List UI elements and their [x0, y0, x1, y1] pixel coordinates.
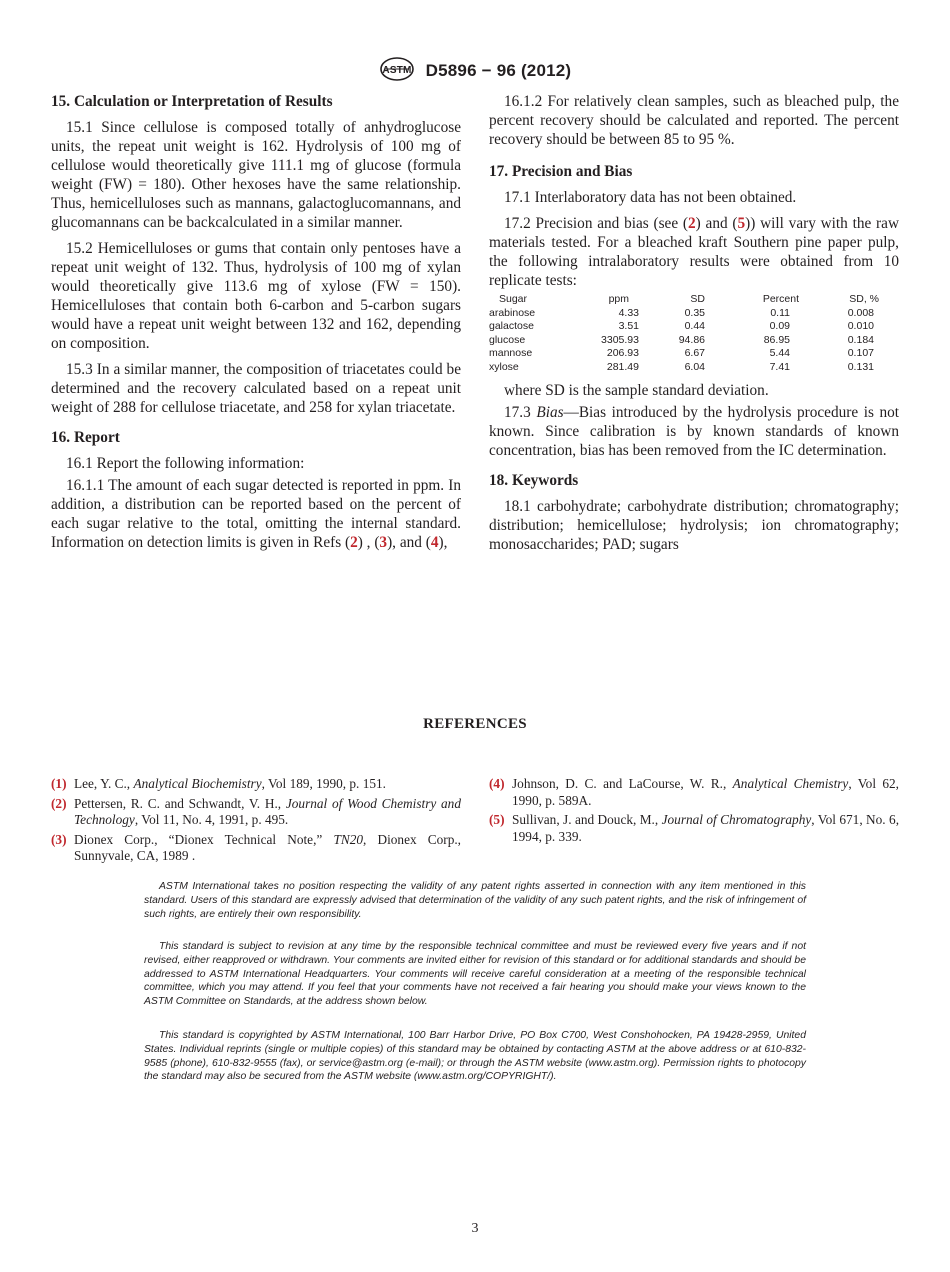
cell-sd: 6.04: [684, 360, 705, 373]
intralab-results-table: [489, 293, 889, 375]
para-16-1-1-text: 16.1.1 The amount of each sugar detected is reported in ppm. In addition, a distribution can be reported based on the percent of each sugar relative to the total, omitting the internal standard. Information on detection limits is given in Refs (: [51, 477, 461, 551]
reference-number: (5): [489, 812, 505, 827]
col-header-sugar: Sugar: [499, 293, 528, 305]
right-column: [489, 92, 899, 561]
reference-details: , Vol 62, 1990, p. 589A.: [512, 776, 899, 808]
cell-ppm: 206.93: [606, 347, 639, 360]
standard-designation: D5896 − 96 (2012): [425, 60, 572, 80]
reference-details: , Vol 671, No. 6, 1994, p. 339.: [512, 812, 900, 844]
cell-sd-percent: 0.107: [847, 347, 874, 360]
patent-notice: ASTM International takes no position respecting the validity of any patent rights asserted in connection with any item mentioned in this standard. Users of this standard are expressly advised that determination of the validity of any such patent rights, and the risk of infringement of such rights, are entirely their own responsibility.: [144, 881, 806, 920]
para-16-1-1: [51, 476, 461, 552]
reference-details: , Vol 11, No. 4, 1991, p. 495.: [134, 812, 289, 827]
para-16-1-2: 16.1.2 For relatively clean samples, such as bleached pulp, the percent recovery should be calculated and reported. The percent recovery should be between 85 to 95 %.: [489, 93, 899, 148]
para-18-1: 18.1 carbohydrate; carbohydrate distribution; chromatography; distribution; hemicellulose; hydrolysis; ion chromatography; monosaccharides; PAD; sugars: [489, 497, 899, 553]
reference-authors: Lee, Y. C.,: [74, 776, 134, 791]
para-17-3-num: 17.3: [504, 403, 537, 421]
page-header: [0, 56, 950, 87]
reference-number: (3): [51, 831, 67, 847]
para-15-3: 15.3 In a similar manner, the composition of triacetates could be determined and the recovery calculated based on a repeat unit weight of 288 for cellulose triacetate, and 258 for xylan triacetate.: [51, 361, 461, 416]
section-15-heading: 15. Calculation or Interpretation of Results: [51, 93, 333, 110]
table-row: [489, 334, 889, 348]
ref-end: ),: [438, 534, 448, 551]
cell-sd: 6.67: [684, 347, 705, 360]
reference-journal: Journal of Chromatography: [661, 812, 812, 827]
section-16-heading: 16. Report: [51, 429, 120, 446]
reference-item: [51, 776, 461, 793]
references-left: [51, 776, 461, 868]
para-17-2: [489, 214, 899, 290]
left-column: [51, 92, 461, 559]
astm-logo-text: ASTM: [382, 65, 412, 76]
para-17-3: [489, 403, 899, 460]
para-17-2-b: ) and (: [695, 215, 738, 232]
reference-details: , Vol 189, 1990, p. 151.: [261, 776, 386, 791]
col-header-sd: SD: [690, 293, 705, 305]
reference-journal: Analytical Biochemistry: [133, 776, 262, 791]
para-15-1: 15.1 Since cellulose is composed totally of anhydroglucose units, the repeat unit weight is 162. Hydrolysis of 100 mg of cellulose would theoretically give 111.1 mg of glucose (formula weight (FW) = 180). Other hexoses have the same relationship. Thus, hemicelluloses such as mannans, galactoglucomannans, and glucomannans can be backcalculated in a similar manner.: [51, 119, 461, 231]
reference-authors: Pettersen, R. C. and Schwandt, V. H.,: [74, 795, 286, 811]
reference-journal: TN20: [333, 831, 364, 847]
references-title: REFERENCES: [423, 716, 527, 732]
cell-sd: 0.44: [684, 320, 705, 333]
para-17-2-a: 17.2 Precision and bias (see (: [504, 215, 689, 232]
cell-percent: 7.41: [769, 360, 790, 373]
cell-ppm: 281.49: [606, 360, 639, 373]
reference-authors: Sullivan, J. and Douck, M.,: [512, 812, 662, 827]
reference-item: [489, 776, 899, 809]
cell-ppm: 4.33: [618, 306, 639, 319]
cell-sd-percent: 0.184: [847, 333, 874, 346]
reference-number: (1): [51, 776, 67, 791]
ref-link-2b[interactable]: 2: [688, 215, 696, 232]
para-17-1: 17.1 Interlaboratory data has not been obtained.: [504, 189, 797, 206]
cell-sd-percent: 0.008: [847, 306, 874, 319]
ref-link-4[interactable]: 4: [430, 534, 439, 551]
copyright-notice: This standard is copyrighted by ASTM International, 100 Barr Harbor Drive, PO Box C700, West Conshohocken, PA 19428-2959, United States. Individual reprints (single or multiple copies) of this standard may be obtained by contacting ASTM at the above address or at 610-832-9585 (phone), 610-832-9555 (fax), or service@astm.org (e-mail); or through the ASTM website (www.astm.org). Permission rights to photocopy the standard may also be secured from the ASTM website (www.astm.org/COPYRIGHT/).: [144, 1030, 806, 1083]
table-row: [489, 361, 889, 375]
cell-sd-percent: 0.010: [847, 320, 874, 333]
col-header-sd-percent: SD, %: [849, 293, 879, 305]
col-header-ppm: ppm: [608, 293, 629, 305]
para-16-1: 16.1 Report the following information:: [66, 455, 305, 472]
sd-note: where SD is the sample standard deviation.: [504, 381, 769, 399]
col-header-percent: Percent: [762, 293, 799, 305]
reference-authors: Dionex Corp., “Dionex Technical Note,”: [74, 831, 334, 847]
cell-sugar: mannose: [489, 347, 533, 360]
table-row: [489, 347, 889, 361]
cell-sugar: glucose: [489, 333, 526, 346]
reference-item: [51, 832, 461, 865]
para-15-2: 15.2 Hemicelluloses or gums that contain only pentoses have a repeat unit weight of 132. Thus, hydrolysis of 100 mg of xylan would theoretically give 113.6 mg of xylose (FW = 150). Hemicelluloses that contain both 6-carbon and 5-carbon sugars would have a repeat unit weight between 132 and 162, depending on composition.: [51, 240, 461, 352]
cell-ppm: 3.51: [618, 320, 639, 333]
references-right: [489, 776, 899, 848]
cell-sd: 94.86: [678, 333, 705, 346]
cell-sd-percent: 0.131: [847, 360, 874, 373]
cell-percent: 5.44: [769, 347, 790, 360]
section-18-heading: 18. Keywords: [489, 471, 579, 489]
ref-link-5[interactable]: 5: [737, 215, 746, 232]
revision-notice: This standard is subject to revision at any time by the responsible technical committee and must be reviewed every five years and if not revised, either reapproved or withdrawn. Your comments are invited either for revision of this standard or for additional standards and should be addressed to ASTM International Headquarters. Your comments will receive careful consideration at a meeting of the responsible technical committee, which you may attend. If you feel that your comments have not received a fair hearing you should make your views known to the ASTM Committee on Standards, at the address shown below.: [144, 941, 806, 1008]
cell-sd: 0.35: [684, 306, 705, 319]
table-row: [489, 307, 889, 321]
ref-sep-1: ) , (: [357, 534, 380, 551]
reference-journal: Journal of Wood Chemistry and Technology: [74, 795, 461, 827]
ref-link-2[interactable]: 2: [350, 534, 358, 551]
cell-ppm: 3305.93: [601, 333, 639, 346]
reference-details: , Dionex Corp., Sunnyvale, CA, 1989 .: [74, 831, 462, 863]
page-number: 3: [471, 1221, 479, 1236]
table-header-row: [489, 293, 889, 307]
ref-link-3[interactable]: 3: [379, 534, 388, 551]
astm-logo-icon: [379, 56, 415, 87]
cell-sugar: arabinose: [489, 306, 536, 319]
reference-item: [489, 812, 899, 845]
cell-percent: 86.95: [763, 333, 790, 346]
reference-number: (4): [489, 776, 505, 791]
section-17-heading: 17. Precision and Bias: [489, 163, 633, 180]
para-17-3-rest: —Bias introduced by the hydrolysis procedure is not known. Since calibration is by known standards of known concentration, bias has been removed from the IC determination.: [489, 403, 900, 459]
bias-term: Bias: [536, 403, 564, 421]
cell-percent: 0.09: [769, 320, 790, 333]
para-17-2-c: )) will vary with the raw materials tested. For a bleached kraft Southern pine paper pulp, the following intralaboratory results were obtained from 10 replicate tests:: [489, 215, 899, 289]
cell-sugar: xylose: [489, 360, 519, 373]
table-row: [489, 320, 889, 334]
reference-number: (2): [51, 795, 67, 811]
reference-item: [51, 796, 461, 829]
cell-sugar: galactose: [489, 320, 534, 333]
cell-percent: 0.11: [770, 306, 790, 319]
ref-sep-2: ), and (: [387, 534, 431, 551]
reference-journal: Analytical Chemistry: [732, 776, 849, 791]
reference-authors: Johnson, D. C. and LaCourse, W. R.,: [512, 776, 733, 791]
